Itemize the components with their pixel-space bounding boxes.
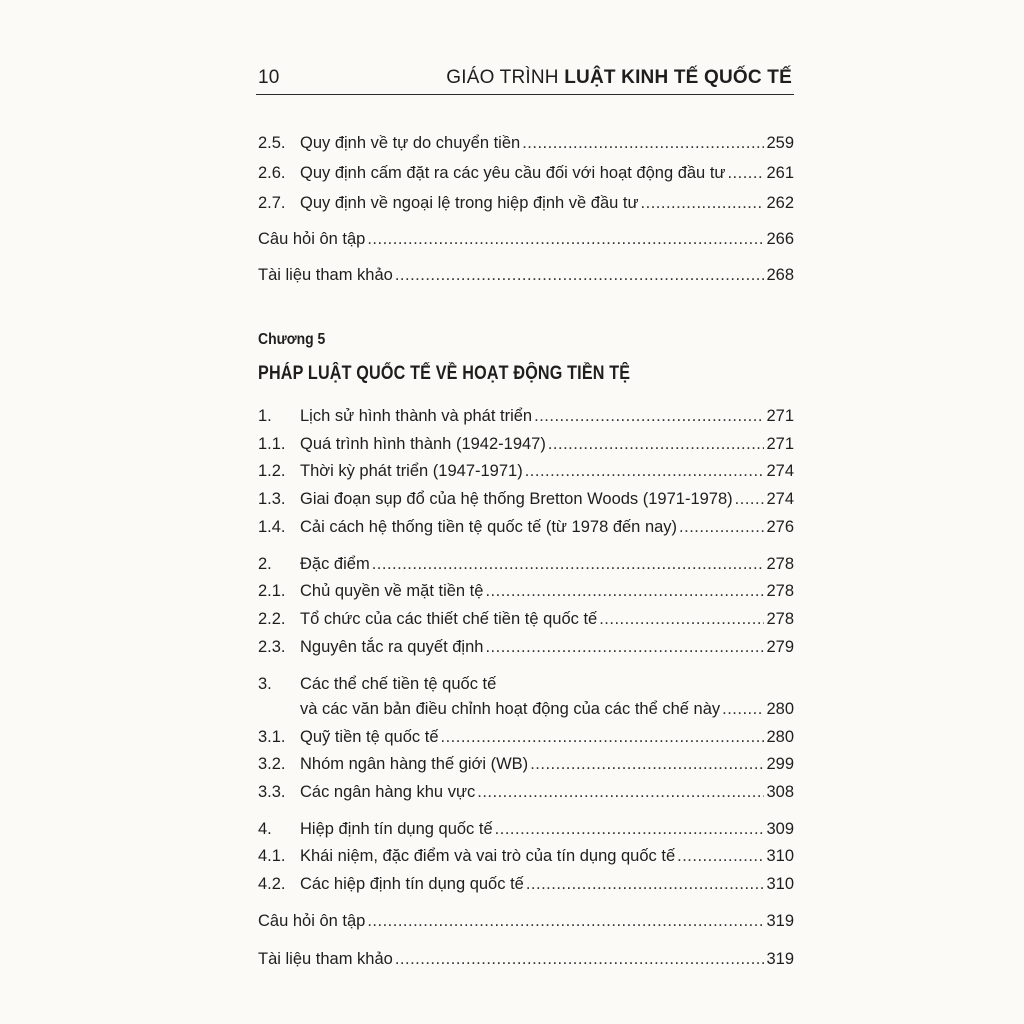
- toc-entry-page: 278: [766, 610, 794, 628]
- toc-entry-number: 2.1.: [258, 582, 286, 600]
- toc-entry-title: Lịch sử hình thành và phát triển: [300, 407, 533, 425]
- toc-entry-page: 259: [766, 134, 794, 152]
- toc-entry: [258, 820, 794, 846]
- toc-entry-title: Các hiệp định tín dụng quốc tế: [300, 875, 524, 893]
- toc-leader-dots: [485, 582, 764, 601]
- toc-entry: [258, 266, 794, 292]
- toc-leader-dots: [367, 912, 764, 931]
- toc-entry-title: và các văn bản điều chỉnh hoạt động của các thể chế này: [300, 700, 721, 718]
- toc-entry: [258, 164, 794, 190]
- toc-entry-number: 1.2.: [258, 462, 286, 480]
- toc-entry-page: 262: [766, 194, 794, 212]
- toc-entry-page: 274: [766, 462, 794, 480]
- toc-entry: [258, 847, 794, 873]
- toc-entry-number: 2.: [258, 555, 272, 573]
- toc-entry-page: 261: [766, 164, 794, 182]
- toc-entry-number: 1.4.: [258, 518, 286, 536]
- toc-leader-dots: [641, 194, 765, 213]
- toc-entry: [258, 194, 794, 220]
- toc-entry: [258, 700, 794, 726]
- toc-entry-page: 268: [766, 266, 794, 284]
- toc-entry-title: Giai đoạn sụp đổ của hệ thống Bretton Woods (1971-1978): [300, 490, 733, 508]
- toc-entry: [258, 230, 794, 256]
- toc-entry: [258, 555, 794, 581]
- toc-entry: [258, 490, 794, 516]
- toc-leader-dots: [526, 875, 765, 894]
- toc-entry-number: 4.1.: [258, 847, 286, 865]
- toc-entry-title: Chủ quyền về mặt tiền tệ: [300, 582, 484, 600]
- toc-entry-number: 1.: [258, 407, 272, 425]
- page-header: [256, 62, 794, 95]
- toc-leader-dots: [395, 950, 765, 969]
- toc-entry-page: 278: [766, 555, 794, 573]
- toc-leader-dots: [522, 134, 764, 153]
- toc-entry-page: 280: [766, 728, 794, 746]
- toc-entry-page: 299: [766, 755, 794, 773]
- toc-entry: [258, 462, 794, 488]
- toc-entry-title: Hiệp định tín dụng quốc tế: [300, 820, 493, 838]
- toc-entry-number: 3.2.: [258, 755, 286, 773]
- toc-entry-page: 278: [766, 582, 794, 600]
- toc-entry-page: 310: [766, 847, 794, 865]
- toc-leader-dots: [679, 518, 764, 537]
- toc-leader-dots: [534, 407, 764, 426]
- toc-entry-title: Tổ chức của các thiết chế tiền tệ quốc tế: [300, 610, 598, 628]
- toc-entry-title: Nhóm ngân hàng thế giới (WB): [300, 755, 529, 773]
- toc-entry-number: 2.5.: [258, 134, 286, 152]
- running-title: [446, 67, 792, 89]
- chapter-label: Chương 5: [258, 331, 326, 348]
- running-title-regular: GIÁO TRÌNH: [446, 67, 565, 88]
- toc-entry-number: 2.7.: [258, 194, 286, 212]
- toc-entry: [258, 755, 794, 781]
- toc-entry-title: Đặc điểm: [300, 555, 370, 573]
- running-title-bold: LUẬT KINH TẾ QUỐC TẾ: [564, 67, 792, 88]
- toc-entry-title: Quá trình hình thành (1942-1947): [300, 435, 546, 453]
- toc-entry-title: Tài liệu tham khảo: [258, 266, 393, 284]
- toc-leader-dots: [477, 783, 764, 802]
- toc-entry-title: Câu hỏi ôn tập: [258, 230, 366, 248]
- toc-entry-number: 2.3.: [258, 638, 286, 656]
- toc-entry-number: 3.: [258, 675, 272, 693]
- toc-leader-dots: [722, 700, 764, 719]
- toc-entry-title: Câu hỏi ôn tập: [258, 912, 366, 930]
- toc-entry: [258, 582, 794, 608]
- toc-entry: [258, 950, 794, 976]
- toc-leader-dots: [530, 755, 764, 774]
- toc-entry-page: 274: [766, 490, 794, 508]
- toc-entry-title: Nguyên tắc ra quyết định: [300, 638, 484, 656]
- toc-leader-dots: [677, 847, 764, 866]
- toc-entry-page: 310: [766, 875, 794, 893]
- toc-entry: [258, 875, 794, 901]
- toc-entry-page: 279: [766, 638, 794, 656]
- toc-entry: [258, 134, 794, 160]
- toc-entry-page: 308: [766, 783, 794, 801]
- toc-entry-number: 1.3.: [258, 490, 286, 508]
- toc-entry: [258, 435, 794, 461]
- toc-entry-title: Cải cách hệ thống tiền tệ quốc tế (từ 1978 đến nay): [300, 518, 678, 536]
- toc-entry-title: Quy định về tự do chuyển tiền: [300, 134, 521, 152]
- page-number: 10: [258, 67, 280, 88]
- toc-entry-page: 266: [766, 230, 794, 248]
- toc-entry-number: 2.6.: [258, 164, 286, 182]
- toc-entry-number: 4.2.: [258, 875, 286, 893]
- toc-leader-dots: [735, 490, 765, 509]
- toc-entry-number: 3.3.: [258, 783, 286, 801]
- toc-leader-dots: [372, 555, 765, 574]
- toc-entry: [258, 783, 794, 809]
- toc-leader-dots: [441, 728, 765, 747]
- toc-entry: [258, 610, 794, 636]
- toc-entry-title: Thời kỳ phát triển (1947-1971): [300, 462, 523, 480]
- toc-leader-dots: [525, 462, 765, 481]
- toc-entry-first-line: [258, 675, 794, 701]
- toc-entry-title: Quy định cấm đặt ra các yêu cầu đối với hoạt động đầu tư: [300, 164, 726, 182]
- toc-leader-dots: [485, 638, 764, 657]
- toc-entry: [258, 518, 794, 544]
- toc-entry-number: 3.1.: [258, 728, 286, 746]
- toc-entry-number: 1.1.: [258, 435, 286, 453]
- toc-entry-title: Tài liệu tham khảo: [258, 950, 393, 968]
- toc-leader-dots: [548, 435, 765, 454]
- toc-leader-dots: [495, 820, 765, 839]
- toc-entry-page: 271: [766, 435, 794, 453]
- toc-entry-page: 319: [766, 912, 794, 930]
- toc-entry-title-line1: Các thể chế tiền tệ quốc tế: [300, 675, 497, 693]
- toc-entry: [258, 912, 794, 938]
- toc-entry-number: 2.2.: [258, 610, 286, 628]
- toc-entry: [258, 407, 794, 433]
- toc-leader-dots: [395, 266, 765, 285]
- toc-entry-page: 271: [766, 407, 794, 425]
- toc-entry-page: 280: [766, 700, 794, 718]
- chapter-title: PHÁP LUẬT QUỐC TẾ VỀ HOẠT ĐỘNG TIỀN TỆ: [258, 363, 631, 384]
- toc-entry-page: 319: [766, 950, 794, 968]
- toc-entry-number: 4.: [258, 820, 272, 838]
- toc-entry-page: 276: [766, 518, 794, 536]
- toc-entry-page: 309: [766, 820, 794, 838]
- toc-entry: [258, 638, 794, 664]
- toc-leader-dots: [367, 230, 764, 249]
- toc-entry-title: Quy định về ngoại lệ trong hiệp định về đầu tư: [300, 194, 639, 212]
- toc-leader-dots: [727, 164, 764, 183]
- toc-entry-title: Các ngân hàng khu vực: [300, 783, 476, 801]
- toc-leader-dots: [599, 610, 764, 629]
- toc-entry-title: Quỹ tiền tệ quốc tế: [300, 728, 439, 746]
- toc-entry: [258, 728, 794, 754]
- toc-entry-title: Khái niệm, đặc điểm và vai trò của tín dụng quốc tế: [300, 847, 676, 865]
